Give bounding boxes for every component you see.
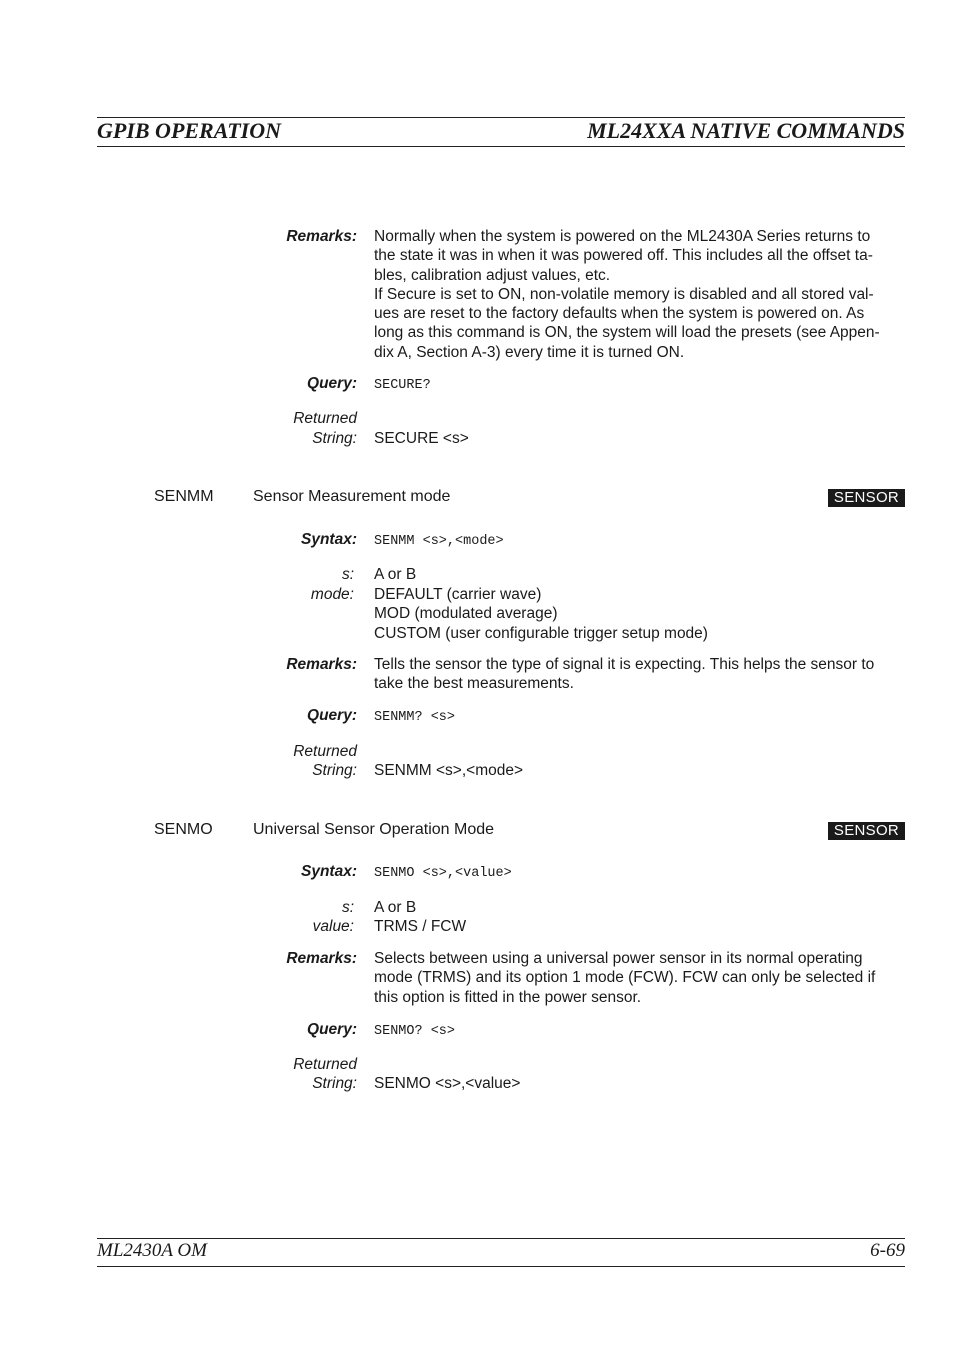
sensor-badge: SENSOR [828, 489, 905, 507]
remarks-label: Remarks: [286, 228, 357, 245]
param-mode-option: DEFAULT (carrier wave) [374, 586, 542, 603]
param-s-value: A or B [374, 899, 417, 916]
returned-value: SENMM <s>,<mode> [374, 762, 524, 779]
param-value-label: value: [312, 918, 354, 935]
syntax-value: SENMO <s>,<value> [374, 866, 512, 881]
remarks-line: Tells the sensor the type of signal it is expecting. This helps the sensor to [374, 656, 875, 673]
remarks-line: If Secure is set to ON, non-volatile memory is disabled and all stored val- [374, 285, 874, 303]
param-s-value: A or B [374, 566, 417, 583]
command-description: Sensor Measurement mode [253, 488, 451, 505]
footer-page-number: 6-69 [870, 1240, 905, 1261]
param-s-label: s: [341, 899, 354, 916]
param-mode-option: CUSTOM (user configurable trigger setup mode) [374, 624, 708, 642]
string-label: String: [312, 762, 357, 779]
syntax-label: Syntax: [301, 531, 357, 548]
syntax-value: SENMM <s>,<mode> [374, 534, 504, 549]
returned-value: SENMO <s>,<value> [374, 1075, 521, 1092]
remarks-text [374, 227, 880, 362]
remarks-line: long as this command is ON, the system will load the presets (see Appen- [374, 324, 880, 342]
remarks-label: Remarks: [286, 950, 357, 967]
param-value-value: TRMS / FCW [374, 918, 467, 935]
remarks-line: bles, calibration adjust values, etc. [374, 266, 611, 284]
query-label: Query: [307, 375, 357, 392]
remarks-line: ues are reset to the factory defaults when the system is powered on. As [374, 305, 865, 323]
param-mode-values [374, 585, 708, 643]
query-value: SECURE? [374, 378, 431, 393]
footer-top-rule [97, 1238, 905, 1239]
query-label: Query: [307, 1021, 357, 1038]
command-name: SENMO [154, 821, 213, 838]
returned-label: Returned [293, 1056, 357, 1073]
header-right-title: ML24XXA NATIVE COMMANDS [587, 118, 905, 143]
returned-value: SECURE <s> [374, 430, 469, 447]
header-left-title: GPIB OPERATION [97, 118, 281, 143]
remarks-text [374, 949, 875, 1007]
query-label: Query: [307, 707, 357, 724]
command-description: Universal Sensor Operation Mode [253, 821, 495, 838]
remarks-line: Normally when the system is powered on the ML2430A Series returns to [374, 228, 871, 245]
footer-manual-name: ML2430A OM [97, 1240, 207, 1261]
string-label: String: [312, 1075, 357, 1092]
query-value: SENMO? <s> [374, 1024, 456, 1039]
param-s-label: s: [341, 566, 354, 583]
returned-label: Returned [293, 743, 357, 760]
string-label: String: [312, 430, 357, 447]
remarks-label: Remarks: [286, 656, 357, 673]
returned-label: Returned [293, 410, 357, 427]
remarks-line: this option is fitted in the power sensor. [374, 988, 642, 1006]
command-name: SENMM [154, 488, 214, 505]
header-bottom-rule [97, 146, 905, 147]
sensor-badge: SENSOR [828, 822, 905, 840]
remarks-line: mode (TRMS) and its option 1 mode (FCW). FCW can only be selected if [374, 969, 876, 987]
remarks-line: the state it was in when it was powered off. This includes all the offset ta- [374, 247, 873, 265]
remarks-line: Selects between using a universal power sensor in its normal operating [374, 950, 863, 967]
query-value: SENMM? <s> [374, 710, 456, 725]
syntax-label: Syntax: [301, 863, 357, 880]
param-mode-label: mode: [310, 586, 354, 603]
footer-bottom-rule [97, 1266, 905, 1267]
remarks-text [374, 655, 874, 694]
param-mode-option: MOD (modulated average) [374, 605, 558, 623]
remarks-line: take the best measurements. [374, 675, 574, 693]
remarks-line: dix A, Section A-3) every time it is turned ON. [374, 343, 685, 361]
